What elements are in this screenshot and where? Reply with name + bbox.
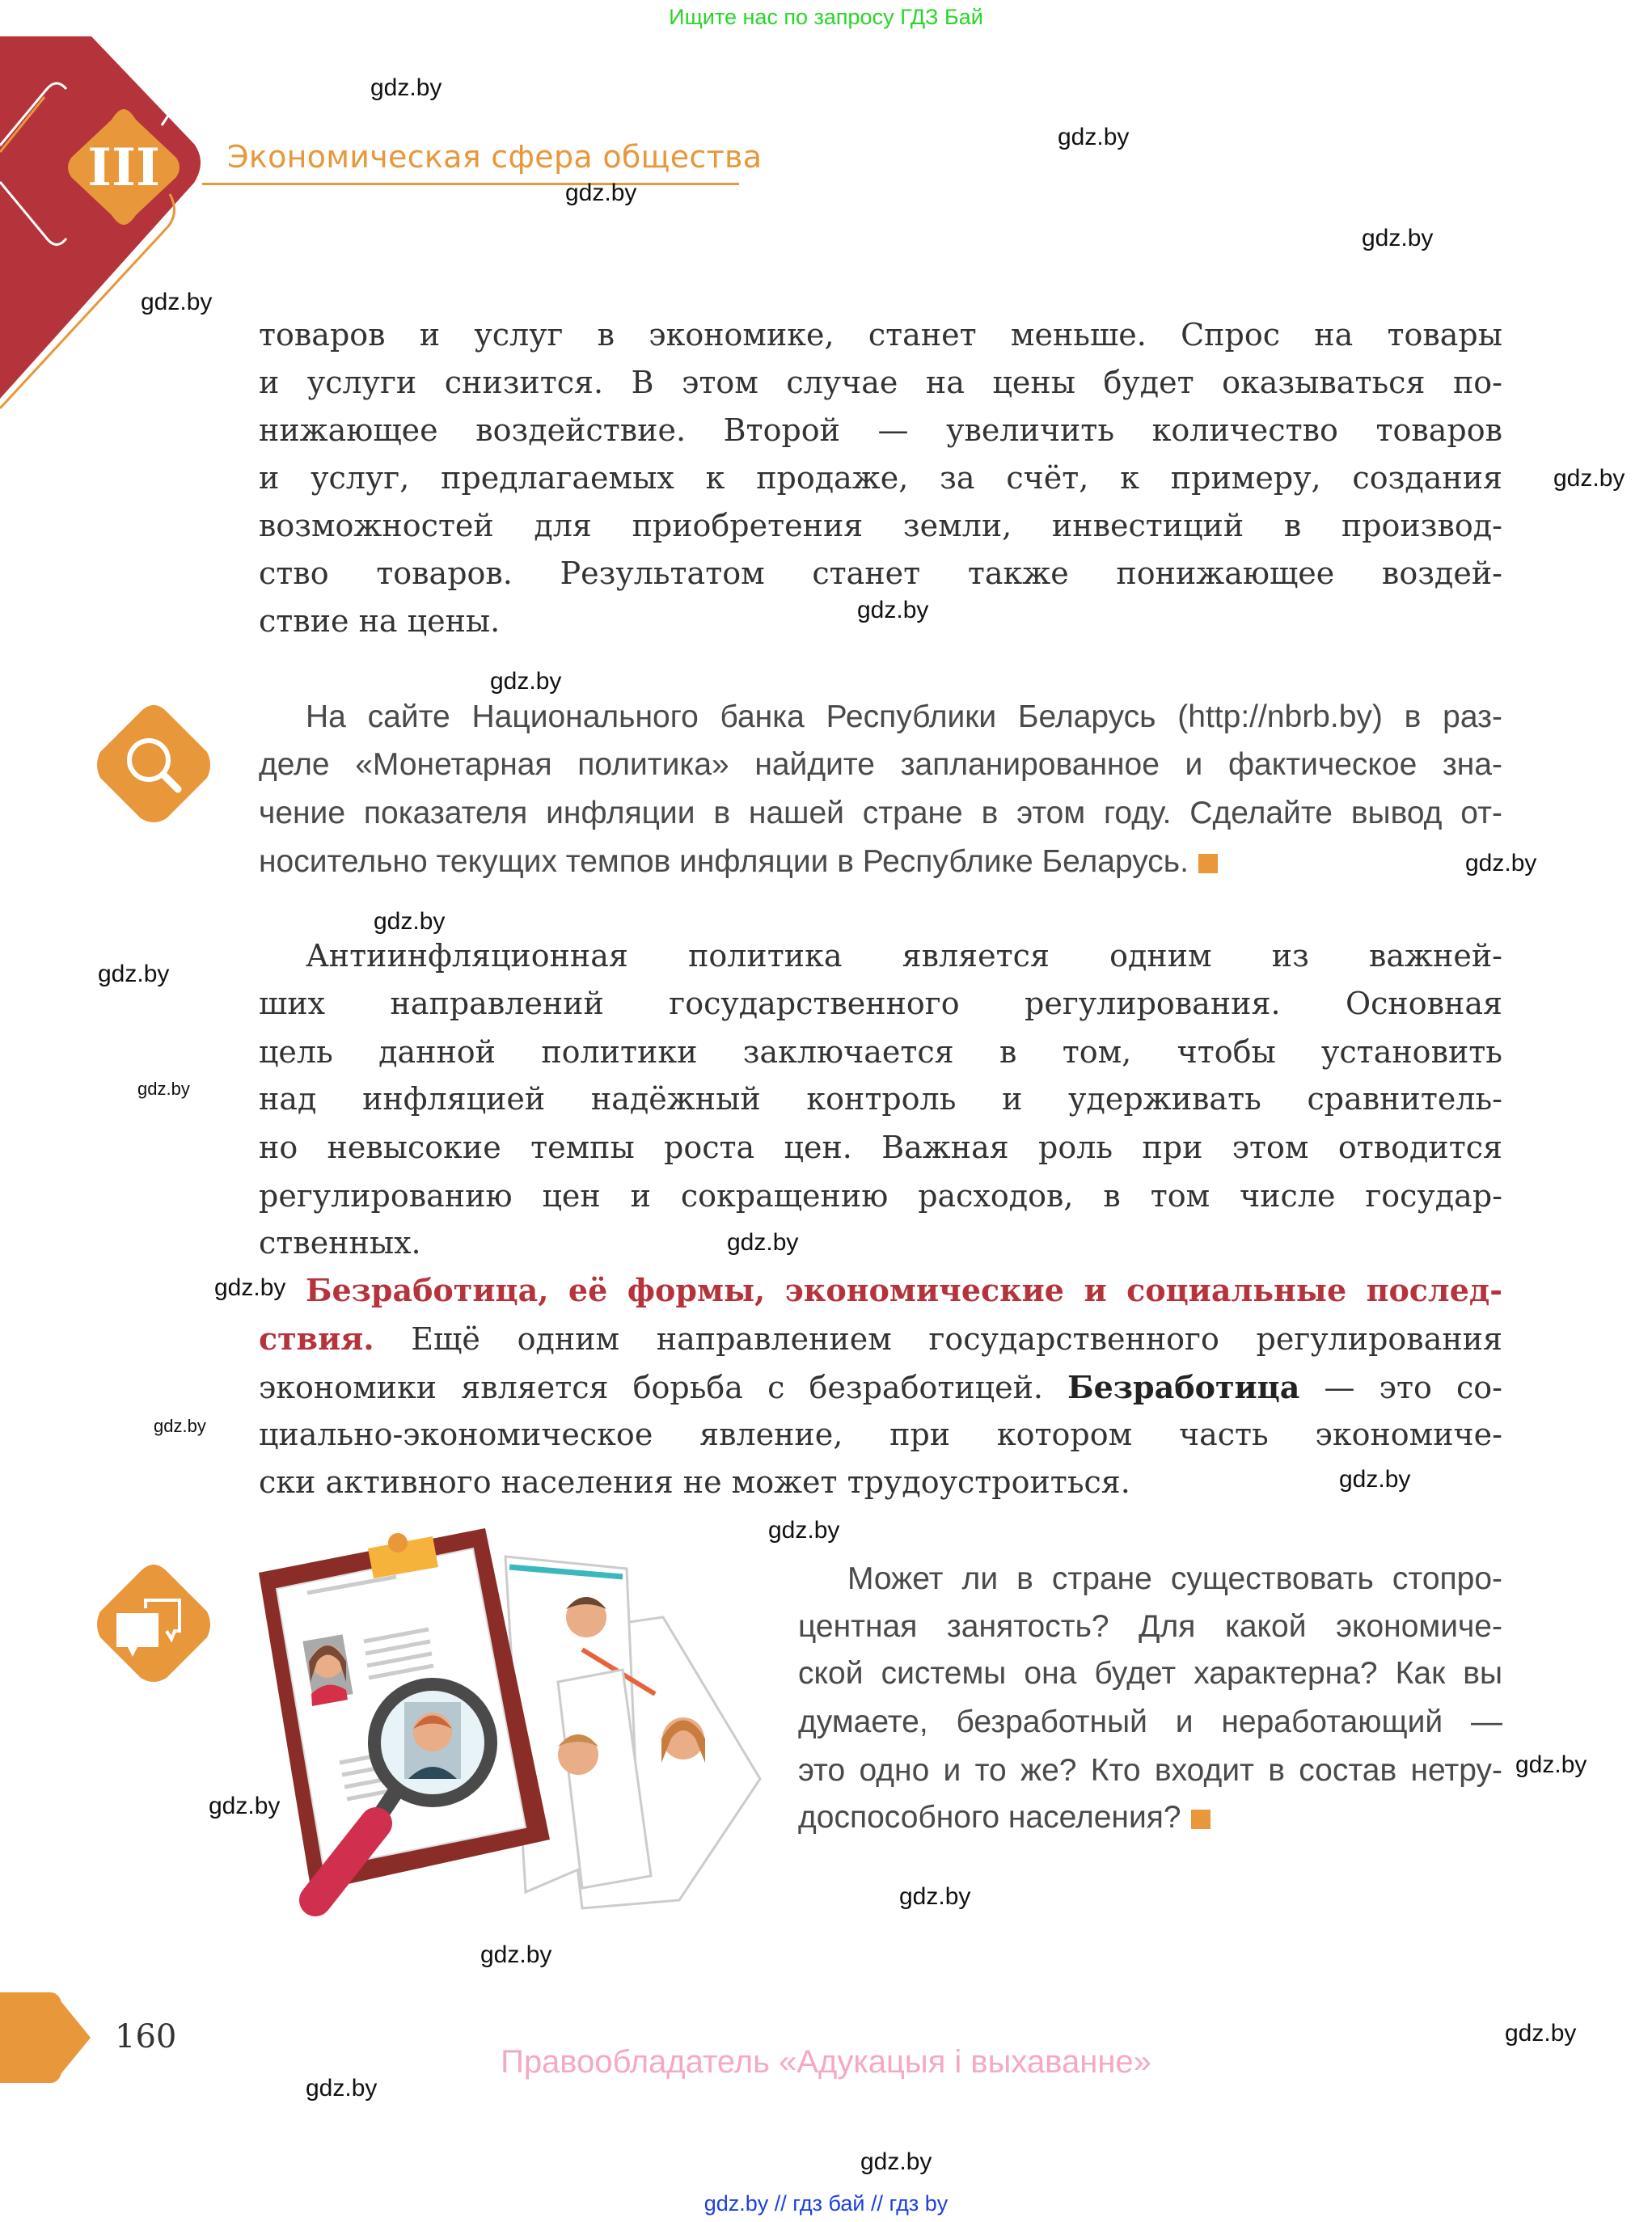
end-marker-icon bbox=[1198, 854, 1218, 873]
text-line: товаров и услуг в экономике, станет меньше. Спрос на товары bbox=[259, 317, 1502, 353]
text-line bbox=[259, 1365, 1502, 1410]
text-line bbox=[259, 839, 1218, 885]
text-line: думаете, безработный и неработающий — bbox=[798, 1705, 1502, 1739]
text-line: и услуги снизится. В этом случае на цены будет оказываться по- bbox=[259, 365, 1502, 400]
watermark: gdz.by bbox=[768, 1517, 840, 1544]
watermark: gdz.by bbox=[306, 2075, 378, 2102]
watermark: gdz.by bbox=[137, 1079, 190, 1099]
text-line-content: доспособного населения? bbox=[798, 1800, 1181, 1835]
chapter-decoration bbox=[0, 0, 453, 420]
watermark: gdz.by bbox=[1058, 124, 1130, 150]
text-line bbox=[259, 1316, 1502, 1362]
text-line: но невысокие темпы роста цен. Важная роль при этом отводится bbox=[259, 1130, 1502, 1165]
watermark: gdz.by bbox=[98, 961, 170, 987]
chat-bubbles-icon bbox=[92, 1563, 215, 1686]
text-line-content: Ещё одним направлением государственного регулирования bbox=[374, 1321, 1502, 1357]
watermark: gdz.by bbox=[490, 668, 562, 695]
rights-holder: Правообладатель «Адукацыя і выхаванне» bbox=[501, 2044, 1151, 2080]
text-line: регулированию цен и сокращению расходов, в том числе государ- bbox=[259, 1178, 1502, 1214]
watermark: gdz.by bbox=[1465, 850, 1537, 877]
text-line: ство товаров. Результатом станет также понижающее воздей- bbox=[259, 556, 1502, 591]
watermark: gdz.by bbox=[1505, 2020, 1577, 2047]
watermark: gdz.by bbox=[727, 1229, 799, 1256]
watermark: gdz.by bbox=[374, 908, 446, 935]
text-line: и услуг, предлагаемых к продаже, за счёт, к примеру, создания bbox=[259, 460, 1502, 496]
chapter-title-rule bbox=[202, 183, 739, 185]
text-line: ски активного населения не может трудоустроиться. bbox=[259, 1464, 1130, 1500]
text-line: центная занятость? Для какой экономиче- bbox=[798, 1609, 1502, 1644]
watermark: gdz.by bbox=[860, 2148, 932, 2175]
page-number: 160 bbox=[115, 2018, 177, 2055]
watermark: gdz.by bbox=[370, 74, 442, 101]
text-line: нижающее воздействие. Второй — увеличить количество товаров bbox=[259, 412, 1502, 448]
watermark: gdz.by bbox=[1515, 1751, 1587, 1778]
term-unemployment: Безработица bbox=[1067, 1369, 1300, 1405]
text-line: деле «Монетарная политика» найдите запланированное и фактическое зна- bbox=[259, 747, 1502, 782]
text-line: чение показателя инфляции в нашей стране в этом году. Сделайте вывод от- bbox=[259, 796, 1502, 830]
resume-sheets bbox=[505, 1557, 760, 1908]
section-heading-end: ствия. bbox=[259, 1320, 374, 1357]
watermark: gdz.by bbox=[899, 1883, 971, 1910]
text-line: На сайте Национального банка Республики Беларусь (http://nbrb.by) в раз- bbox=[306, 699, 1502, 734]
watermark: gdz.by bbox=[214, 1274, 286, 1301]
watermark: gdz.by bbox=[1362, 225, 1434, 251]
watermark: gdz.by bbox=[141, 289, 213, 315]
text-line: цель данной политики заключается в том, чтобы установить bbox=[259, 1034, 1502, 1070]
watermark: gdz.by bbox=[565, 180, 637, 206]
text-line: Антиинфляционная политика является одним из важней- bbox=[306, 938, 1502, 974]
footer-links[interactable]: gdz.by // гдз бай // гдз by bbox=[703, 2191, 949, 2216]
watermark: gdz.by bbox=[857, 597, 929, 623]
chapter-number: III bbox=[87, 137, 160, 198]
text-line: это одно и то же? Кто входит в состав нетру- bbox=[798, 1753, 1502, 1788]
text-line-content: экономики является борьба с безработицей. bbox=[259, 1370, 1068, 1405]
watermark: gdz.by bbox=[1339, 1466, 1411, 1493]
text-line-content: — это со- bbox=[1299, 1370, 1502, 1405]
resume-search-illustration bbox=[243, 1520, 776, 1924]
watermark: gdz.by bbox=[1553, 465, 1625, 492]
text-line: возможностей для приобретения земли, инвестиций в производ- bbox=[259, 508, 1502, 543]
section-heading: Безработица, её формы, экономические и социальные послед- bbox=[306, 1272, 1502, 1308]
text-line bbox=[798, 1795, 1210, 1840]
watermark: gdz.by bbox=[209, 1793, 281, 1819]
text-line: ствие на цены. bbox=[259, 603, 501, 639]
text-line: ственных. bbox=[259, 1225, 421, 1261]
watermark: gdz.by bbox=[154, 1416, 206, 1436]
text-line: Может ли в стране существовать стопро- bbox=[847, 1561, 1502, 1596]
end-marker-icon bbox=[1191, 1810, 1210, 1829]
text-line: ской системы она будет характерна? Как вы bbox=[798, 1656, 1502, 1691]
text-line: ших направлений государственного регулирования. Основная bbox=[259, 986, 1502, 1021]
chapter-title: Экономическая сфера общества bbox=[227, 139, 763, 175]
text-line-content: носительно текущих темпов инфляции в Республике Беларусь. bbox=[259, 844, 1189, 879]
text-line: циально-экономическое явление, при котором часть экономиче- bbox=[259, 1417, 1502, 1452]
watermark: gdz.by bbox=[480, 1941, 552, 1968]
magnifier-icon bbox=[92, 703, 215, 826]
search-hint-banner: Ищите нас по запросу ГДЗ Бай bbox=[669, 5, 983, 29]
text-line: над инфляцией надёжный контроль и удерживать сравнитель- bbox=[259, 1081, 1502, 1117]
